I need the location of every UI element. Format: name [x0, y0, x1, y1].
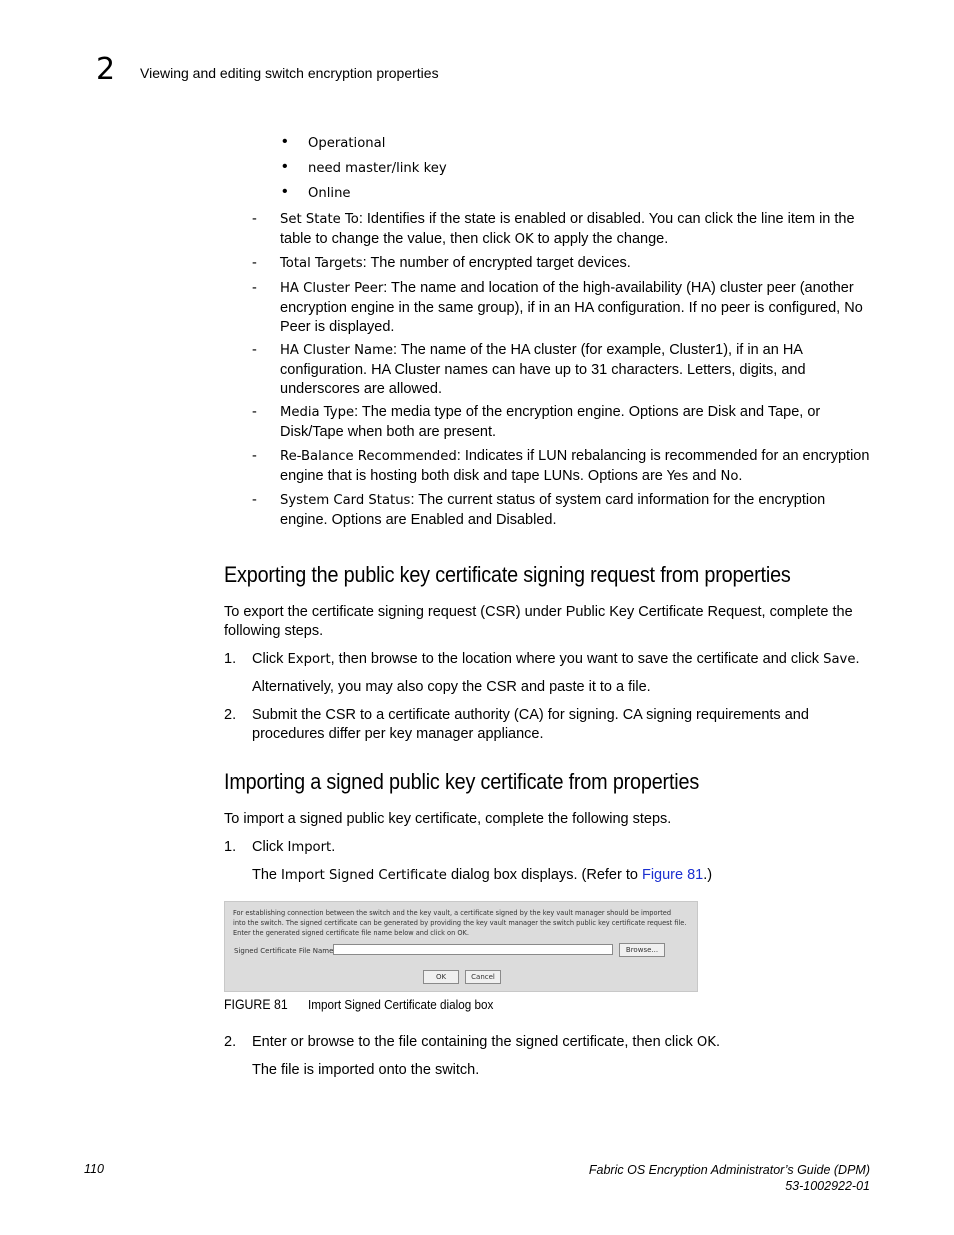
- dash-icon: -: [252, 492, 257, 508]
- figure-81-link[interactable]: Figure 81: [641, 867, 704, 883]
- step-text: [252, 1033, 874, 1053]
- term: Set State To: [280, 212, 359, 227]
- term: Import Signed Certificate: [281, 868, 447, 883]
- step-note: Alternatively, you may also copy the CSR and paste it to a file.: [252, 679, 651, 695]
- step-number: 1.: [224, 651, 237, 667]
- dash-item-rebalance: [280, 447, 872, 487]
- step-text: Submit the CSR to a certificate authority (CA) for signing. CA signing requirements and procedures differ per key manager appliance.: [252, 707, 809, 742]
- dash-item-system-card-status: [280, 491, 872, 530]
- term: No: [720, 468, 739, 484]
- step-text-part: Click: [252, 839, 288, 855]
- section-heading-import: Importing a signed public key certificate from properties: [224, 769, 700, 794]
- file-name-input[interactable]: [333, 944, 613, 955]
- description: and: [688, 467, 721, 484]
- step-note: The file is imported onto the switch.: [252, 1062, 480, 1078]
- dash-icon: -: [252, 211, 257, 227]
- chapter-number: 2: [96, 52, 116, 87]
- term: OK: [696, 1035, 716, 1050]
- dialog-message-line: into the switch. The signed certificate can be generated by providing the key vault manager the switch public key certificate request file.: [233, 919, 687, 927]
- import-certificate-dialog: [224, 901, 698, 992]
- ok-button[interactable]: OK: [423, 970, 459, 984]
- dialog-message-line: Enter the generated signed certificate file name below and click on OK.: [233, 929, 469, 937]
- step-text-part: .: [715, 1034, 720, 1050]
- cancel-button[interactable]: Cancel: [465, 970, 501, 984]
- dash-item-media-type: [280, 403, 872, 442]
- step-text: [252, 650, 874, 670]
- dash-icon: -: [252, 255, 257, 271]
- dash-icon: -: [252, 448, 257, 464]
- description: : The name of the HA cluster (for example, Cluster1), if in an HA configuration. HA Cluster names can have up to 31 characters. Letters, digits, and underscores are allowed.: [280, 342, 806, 397]
- step-number: 2.: [224, 1034, 237, 1050]
- description: .: [738, 467, 743, 484]
- step-note: [252, 866, 874, 886]
- term: Re-Balance Recommended: [280, 449, 457, 464]
- bullet-item: Online: [308, 186, 351, 201]
- description: : Identifies if the state is enabled or disabled. You can click the line item in the table to change the value, then click: [280, 211, 855, 247]
- dash-icon: -: [252, 280, 257, 296]
- term: Save: [823, 652, 856, 667]
- description: : The name and location of the high-availability (HA) cluster peer (another encryption engine in the same group), if in an HA configuration. If no peer is configured, No Peer is displayed.: [280, 280, 863, 335]
- bullet-icon: •: [282, 183, 288, 200]
- term: HA Cluster Name: [280, 343, 394, 358]
- bullet-item: Operational: [308, 136, 386, 151]
- step-text-part: .): [703, 867, 713, 883]
- term: Export: [287, 652, 331, 667]
- bullet-item: need master/link key: [308, 161, 447, 176]
- file-name-label: Signed Certificate File Name: [234, 947, 334, 955]
- doc-number: 53-1002922-01: [785, 1179, 870, 1193]
- step-text-part: .: [855, 651, 860, 667]
- browse-button[interactable]: Browse...: [619, 943, 665, 957]
- term: HA Cluster Peer: [280, 281, 384, 296]
- figure-label: FIGURE 81: [224, 996, 288, 1012]
- term: Import: [287, 840, 332, 855]
- guide-title: Fabric OS Encryption Administrator’s Guide (DPM): [588, 1163, 870, 1177]
- section-intro: To import a signed public key certificate, complete the following steps.: [224, 811, 672, 827]
- figure-caption: Import Signed Certificate dialog box: [308, 997, 494, 1012]
- dialog-message-line: For establishing connection between the switch and the key vault, a certificate signed by the key vault manager should be imported: [233, 909, 672, 917]
- chapter-title: Viewing and editing switch encryption properties: [140, 65, 439, 81]
- dash-item-ha-cluster-peer: [280, 279, 872, 336]
- step-text-part: Click: [252, 651, 288, 667]
- step-number: 2.: [224, 707, 237, 723]
- step-text-part: .: [331, 839, 336, 855]
- step-text-part: Enter or browse to the file containing the signed certificate, then click: [252, 1034, 697, 1050]
- section-heading-export: Exporting the public key certificate signing request from properties: [224, 562, 791, 587]
- term: Total Targets: [280, 256, 363, 271]
- dash-item-ha-cluster-name: [280, 341, 872, 398]
- term: OK: [514, 231, 534, 247]
- description: : The current status of system card information for the encryption engine. Options are Enabled and Disabled.: [280, 492, 826, 528]
- dash-icon: -: [252, 404, 257, 420]
- description: : The media type of the encryption engine. Options are Disk and Tape, or Disk/Tape when both are present.: [280, 404, 821, 440]
- section-intro: To export the certificate signing request (CSR) under Public Key Certificate Request, complete the following steps.: [224, 604, 853, 639]
- description: to apply the change.: [533, 230, 669, 247]
- dash-item-total-targets: [280, 254, 872, 274]
- description: : The number of encrypted target devices.: [362, 255, 631, 271]
- term: Yes: [666, 468, 689, 484]
- step-text-part: dialog box displays. (Refer to: [446, 867, 642, 883]
- step-text-part: , then browse to the location where you want to save the certificate and click: [330, 651, 824, 667]
- dash-item-set-state: [280, 210, 872, 250]
- term: System Card Status: [280, 493, 411, 508]
- page-number: 110: [84, 1162, 104, 1176]
- step-text: [252, 838, 874, 858]
- term: Media Type: [280, 405, 355, 420]
- bullet-icon: •: [282, 158, 288, 175]
- step-number: 1.: [224, 839, 237, 855]
- dialog-message: [233, 908, 697, 938]
- description: : Indicates if LUN rebalancing is recommended for an encryption engine that is hosting both disk and tape LUNs. Options are: [280, 448, 870, 484]
- dash-icon: -: [252, 342, 257, 358]
- step-text-part: The: [252, 867, 282, 883]
- bullet-icon: •: [282, 133, 288, 150]
- footer-doc-info: [589, 1162, 870, 1194]
